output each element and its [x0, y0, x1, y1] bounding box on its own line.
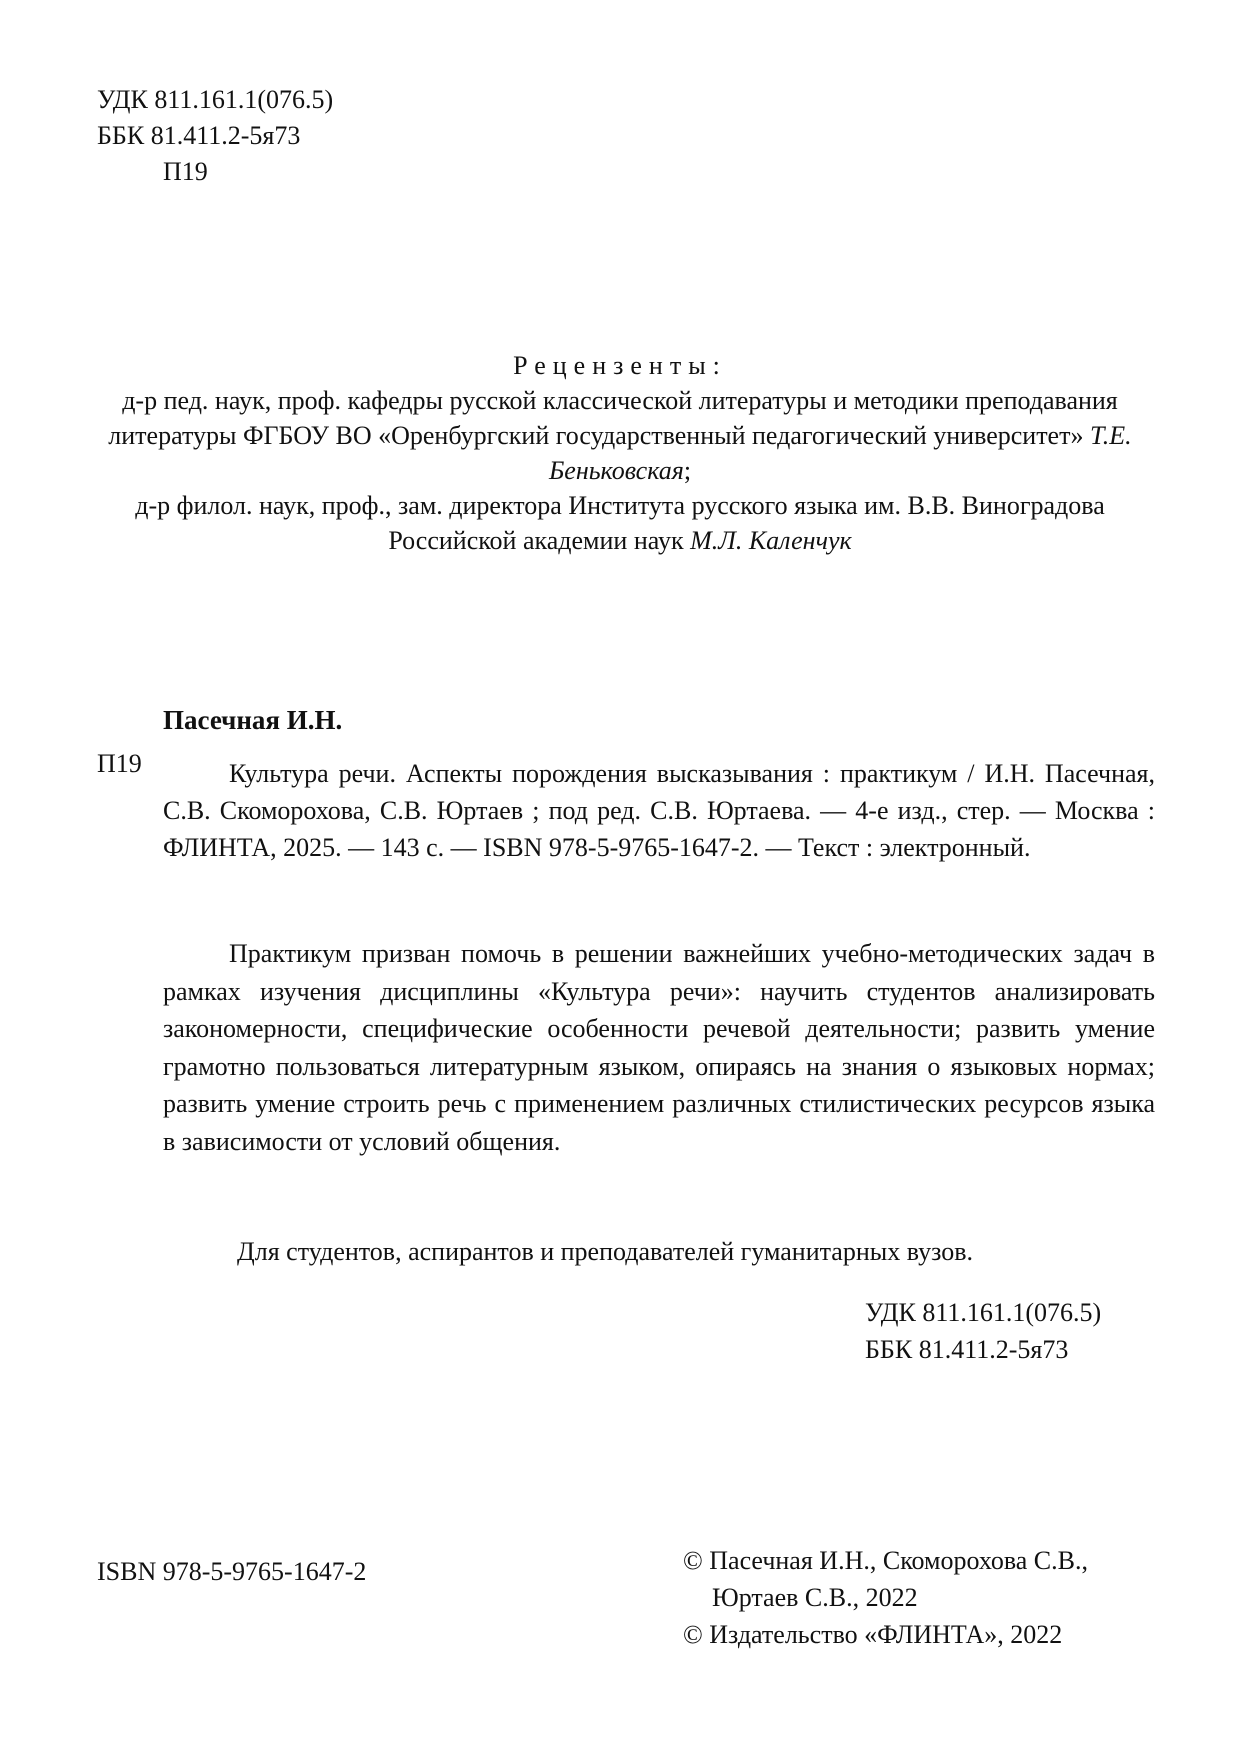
isbn: ISBN 978-5-9765-1647-2 [97, 1557, 367, 1586]
classification-codes-bottom [865, 1294, 1101, 1368]
author-mark: П19 [163, 157, 208, 186]
author-mark-left: П19 [97, 749, 142, 778]
bibliographic-description [163, 755, 1155, 866]
reviewers-title: Рецензенты: [513, 351, 727, 380]
copyright-line-3: © Издательство «ФЛИНТА», 2022 [683, 1620, 1063, 1649]
reviewers-block [80, 348, 1160, 558]
udk-code: УДК 811.161.1(076.5) [97, 85, 334, 114]
copyright-block [683, 1542, 1088, 1653]
reviewer-2-affiliation: д-р филол. наук, проф., зам. директора Института русского языка им. В.В. Виноградова Российской академии наук [135, 491, 1105, 555]
reviewer-2-name: М.Л. Каленчук [690, 526, 852, 555]
copyright-line-2: Юртаев С.В., 2022 [712, 1583, 918, 1612]
reviewer-2 [80, 488, 1160, 558]
bbk-code-bottom: ББК 81.411.2-5я73 [865, 1335, 1069, 1364]
udk-code-bottom: УДК 811.161.1(076.5) [865, 1298, 1102, 1327]
book-author: Пасечная И.Н. [163, 705, 343, 735]
bbk-code: ББК 81.411.2-5я73 [97, 121, 301, 150]
classification-codes-top [97, 82, 333, 190]
reviewer-1-affiliation: д-р пед. наук, проф. кафедры русской классической литературы и методики преподавания литературы ФГБОУ ВО «Оренбургский государственный педагогический университет» [108, 386, 1118, 450]
reviewer-1-suffix: ; [683, 456, 692, 485]
abstract [163, 935, 1155, 1160]
bibliographic-text: Культура речи. Аспекты порождения высказывания : практикум / И.Н. Пасечная, С.В. Скоморохова, С.В. Юртаев ; под ред. С.В. Юртаева. — 4-е изд., стер. — Москва : ФЛИНТА, 2025. — 143 с. — ISBN 978-5-9765-1647-2. — Текст : электронный. [163, 759, 1155, 862]
target-audience: Для студентов, аспирантов и преподавателей гуманитарных вузов. [237, 1237, 974, 1266]
abstract-text: Практикум призван помочь в решении важнейших учебно-методических задач в рамках изучения дисциплины «Культура речи»: научить студентов анализировать закономерности, специфические особенности речевой деятельности; развить умение грамотно пользоваться литературным языком, опираясь на знания о языковых нормах; развить умение строить речь с применением различных стилистических ресурсов языка в зависимости от условий общения. [163, 939, 1155, 1156]
copyright-line-1: © Пасечная И.Н., Скоморохова С.В., [683, 1546, 1088, 1575]
reviewer-1-name: Т.Е. Беньковская [548, 421, 1132, 485]
reviewer-1 [80, 383, 1160, 488]
